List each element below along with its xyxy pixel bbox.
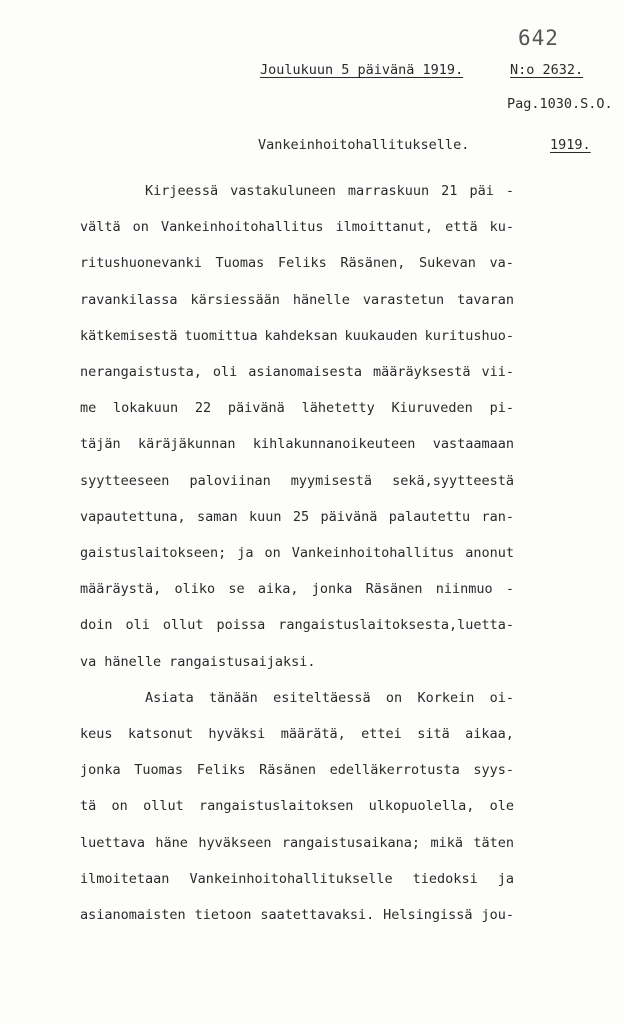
body-line: asianomaisten tietoon saatettavaksi. Helsingissä jou- xyxy=(80,907,514,923)
page-folio-number: 642 xyxy=(518,26,559,50)
body-line: tä on ollut rangaistuslaitoksen ulkopuolella, ole xyxy=(80,798,514,815)
body-line: täjän käräjäkunnan kihlakunnanoikeuteen vastaamaan xyxy=(80,436,514,453)
body-line: jonka Tuomas Feliks Räsänen edelläkerrotusta syys- xyxy=(80,762,514,779)
body-line: doin oli ollut poissa rangaistuslaitoksesta,luetta- xyxy=(80,617,514,634)
body-line: gaistuslaitokseen; ja on Vankeinhoitohallitus anonut xyxy=(80,545,514,561)
body-line: Kirjeessä vastakuluneen marraskuun 21 päi - xyxy=(145,183,514,199)
body-line: Asiata tänään esiteltäessä on Korkein oi- xyxy=(145,689,514,706)
body-line: ritushuonevanki Tuomas Feliks Räsänen, Sukevan va- xyxy=(80,255,514,272)
body-line: luettava häne hyväkseen rangaistusaikana; mikä täten xyxy=(80,834,514,851)
body-line: määräystä, oliko se aika, jonka Räsänen niinmuo - xyxy=(80,581,514,598)
body-line: ravankilassa kärsiessään hänelle varastetun tavaran xyxy=(80,291,514,308)
body-line: nerangaistusta, oli asianomaisesta määräyksestä vii- xyxy=(80,364,514,380)
body-line: keus katsonut hyväksi määrätä, ettei sitä aikaa, xyxy=(80,726,514,742)
letter-number: N:o 2632. xyxy=(510,62,584,78)
addressee: Vankeinhoitohallitukselle. xyxy=(258,137,470,153)
body-line: me lokakuun 22 päivänä lähetetty Kiuruveden pi- xyxy=(80,400,514,417)
body-line: va hänelle rangaistusaijaksi. xyxy=(80,653,316,670)
body-line: ilmoitetaan Vankeinhoitohallitukselle tiedoksi ja xyxy=(80,870,514,887)
body-line: kätkemisestä tuomittua kahdeksan kuukauden kuritushuo- xyxy=(80,327,514,344)
page-reference: Pag.1030.S.O. xyxy=(507,96,613,112)
body-line: vapautettuna, saman kuun 25 päivänä palautettu ran- xyxy=(80,508,514,525)
body-line: vältä on Vankeinhoitohallitus ilmoittanut, että ku- xyxy=(80,219,514,236)
body-line: syytteeseen paloviinan myymisestä sekä,syytteestä xyxy=(80,472,514,489)
letter-date: Joulukuun 5 päivänä 1919. xyxy=(260,62,464,78)
reference-year: 1919. xyxy=(550,137,591,153)
